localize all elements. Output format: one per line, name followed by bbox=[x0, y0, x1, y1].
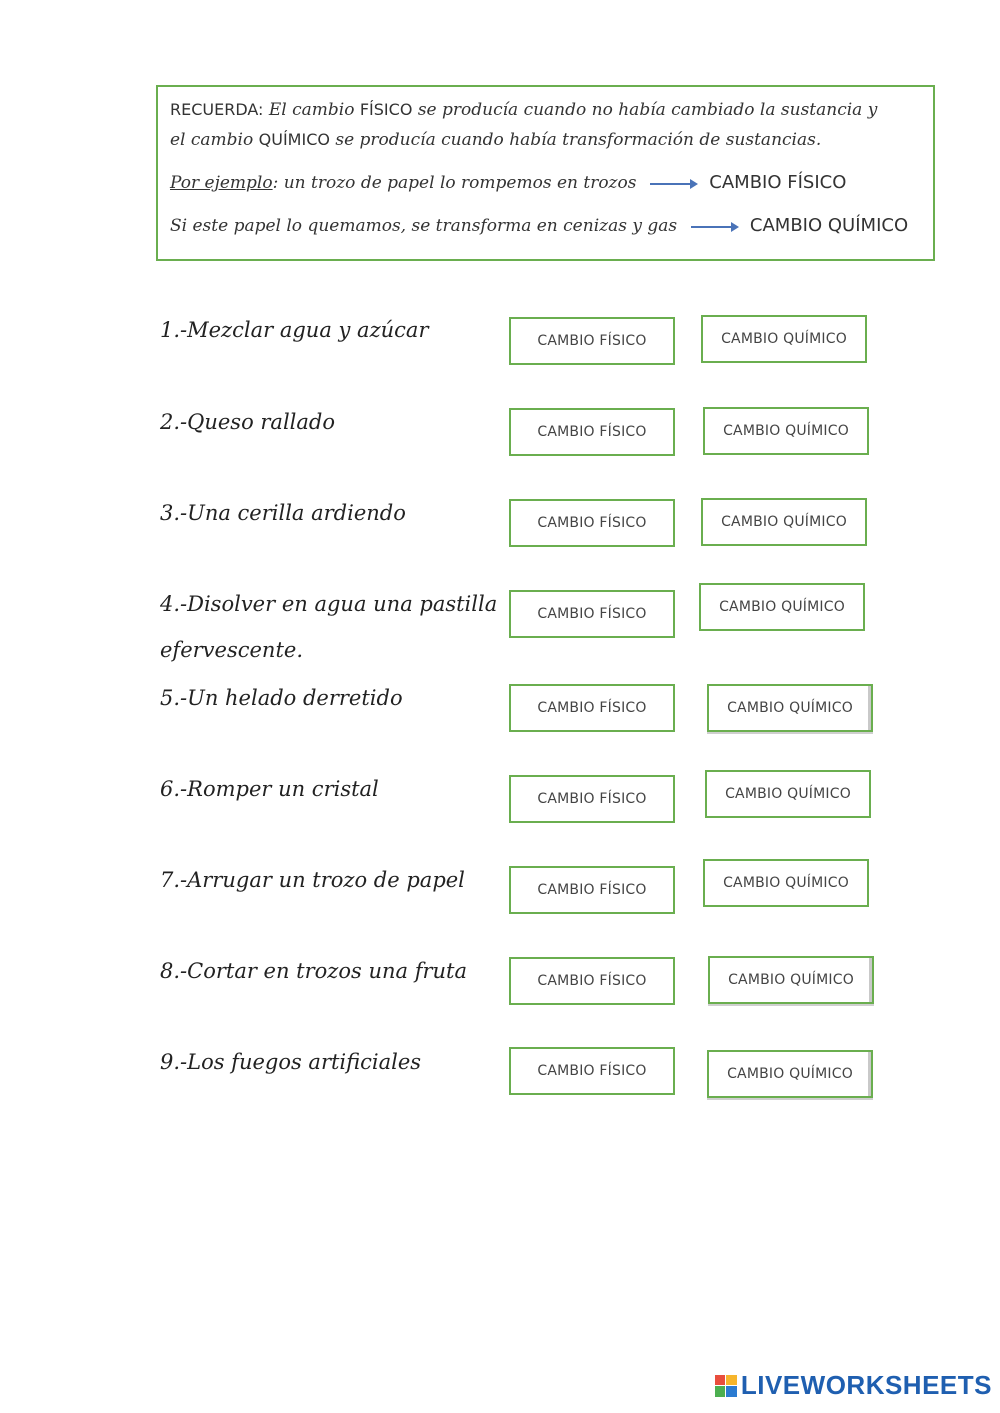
option-fisico-9[interactable]: CAMBIO FÍSICO bbox=[509, 1047, 675, 1095]
arrow-right-icon bbox=[650, 183, 696, 185]
question-9 bbox=[160, 1050, 421, 1074]
question-text: 9.-Los fuegos artificiales bbox=[160, 1050, 422, 1074]
example-label: Por ejemplo bbox=[170, 173, 273, 193]
question-text: 8.-Cortar en trozos una fruta bbox=[160, 959, 468, 983]
question-text: 6.-Romper un cristal bbox=[160, 777, 379, 801]
brand-name: LIVEWORKSHEETS bbox=[740, 1370, 992, 1400]
recuerda-quimico-term: QUÍMICO bbox=[258, 130, 330, 149]
option-quimico-2[interactable]: CAMBIO QUÍMICO bbox=[703, 407, 869, 455]
option-quimico-4[interactable]: CAMBIO QUÍMICO bbox=[699, 583, 865, 631]
recuerda-line-1 bbox=[170, 99, 877, 121]
recuerda-text: se producía cuando había transformación de sustancias. bbox=[335, 130, 822, 150]
option-quimico-3[interactable]: CAMBIO QUÍMICO bbox=[701, 498, 867, 546]
burn-text: Si este papel lo quemamos, se transforma en cenizas y gas bbox=[170, 216, 678, 236]
option-fisico-6[interactable]: CAMBIO FÍSICO bbox=[509, 775, 675, 823]
logo-square bbox=[726, 1375, 737, 1386]
recuerda-fisico-term: FÍSICO bbox=[359, 100, 413, 119]
option-fisico-5[interactable]: CAMBIO FÍSICO bbox=[509, 684, 675, 732]
option-quimico-8[interactable]: CAMBIO QUÍMICO bbox=[708, 956, 874, 1004]
question-text-continued: efervescente. bbox=[160, 638, 303, 662]
example-text: : un trozo de papel lo rompemos en trozos bbox=[272, 173, 637, 193]
recuerda-burn-line bbox=[170, 215, 908, 237]
burn-result: CAMBIO QUÍMICO bbox=[749, 215, 909, 236]
option-quimico-9[interactable]: CAMBIO QUÍMICO bbox=[707, 1050, 873, 1098]
option-fisico-2[interactable]: CAMBIO FÍSICO bbox=[509, 408, 675, 456]
recuerda-line-2 bbox=[170, 129, 821, 151]
recuerda-heading: RECUERDA: bbox=[170, 100, 264, 119]
option-quimico-7[interactable]: CAMBIO QUÍMICO bbox=[703, 859, 869, 907]
example-result: CAMBIO FÍSICO bbox=[709, 172, 847, 193]
question-2 bbox=[160, 410, 335, 434]
logo-square bbox=[715, 1386, 726, 1397]
question-4 bbox=[160, 592, 498, 662]
question-3 bbox=[160, 501, 406, 525]
option-quimico-6[interactable]: CAMBIO QUÍMICO bbox=[705, 770, 871, 818]
question-text: 7.-Arrugar un trozo de papel bbox=[160, 868, 465, 892]
option-fisico-7[interactable]: CAMBIO FÍSICO bbox=[509, 866, 675, 914]
question-text: 1.-Mezclar agua y azúcar bbox=[160, 318, 429, 342]
question-text: 4.-Disolver en agua una pastilla bbox=[160, 592, 498, 616]
option-fisico-4[interactable]: CAMBIO FÍSICO bbox=[509, 590, 675, 638]
question-1 bbox=[160, 318, 429, 342]
recuerda-text: el cambio bbox=[170, 130, 254, 150]
liveworksheets-logo-icon bbox=[715, 1375, 737, 1397]
recuerda-text: se producía cuando no había cambiado la sustancia y bbox=[417, 100, 878, 120]
recuerda-box bbox=[156, 85, 935, 261]
liveworksheets-brand[interactable] bbox=[715, 1370, 992, 1401]
logo-square bbox=[715, 1375, 726, 1386]
option-fisico-1[interactable]: CAMBIO FÍSICO bbox=[509, 317, 675, 365]
arrow-right-icon bbox=[691, 226, 737, 228]
question-7 bbox=[160, 868, 465, 892]
question-8 bbox=[160, 959, 467, 983]
recuerda-text: El cambio bbox=[268, 100, 355, 120]
question-text: 2.-Queso rallado bbox=[160, 410, 335, 434]
recuerda-example-line bbox=[170, 172, 846, 194]
option-quimico-1[interactable]: CAMBIO QUÍMICO bbox=[701, 315, 867, 363]
logo-square bbox=[726, 1386, 737, 1397]
option-fisico-3[interactable]: CAMBIO FÍSICO bbox=[509, 499, 675, 547]
question-text: 3.-Una cerilla ardiendo bbox=[160, 501, 406, 525]
question-text: 5.-Un helado derretido bbox=[160, 686, 403, 710]
question-6 bbox=[160, 777, 379, 801]
option-quimico-5[interactable]: CAMBIO QUÍMICO bbox=[707, 684, 873, 732]
question-5 bbox=[160, 686, 403, 710]
option-fisico-8[interactable]: CAMBIO FÍSICO bbox=[509, 957, 675, 1005]
